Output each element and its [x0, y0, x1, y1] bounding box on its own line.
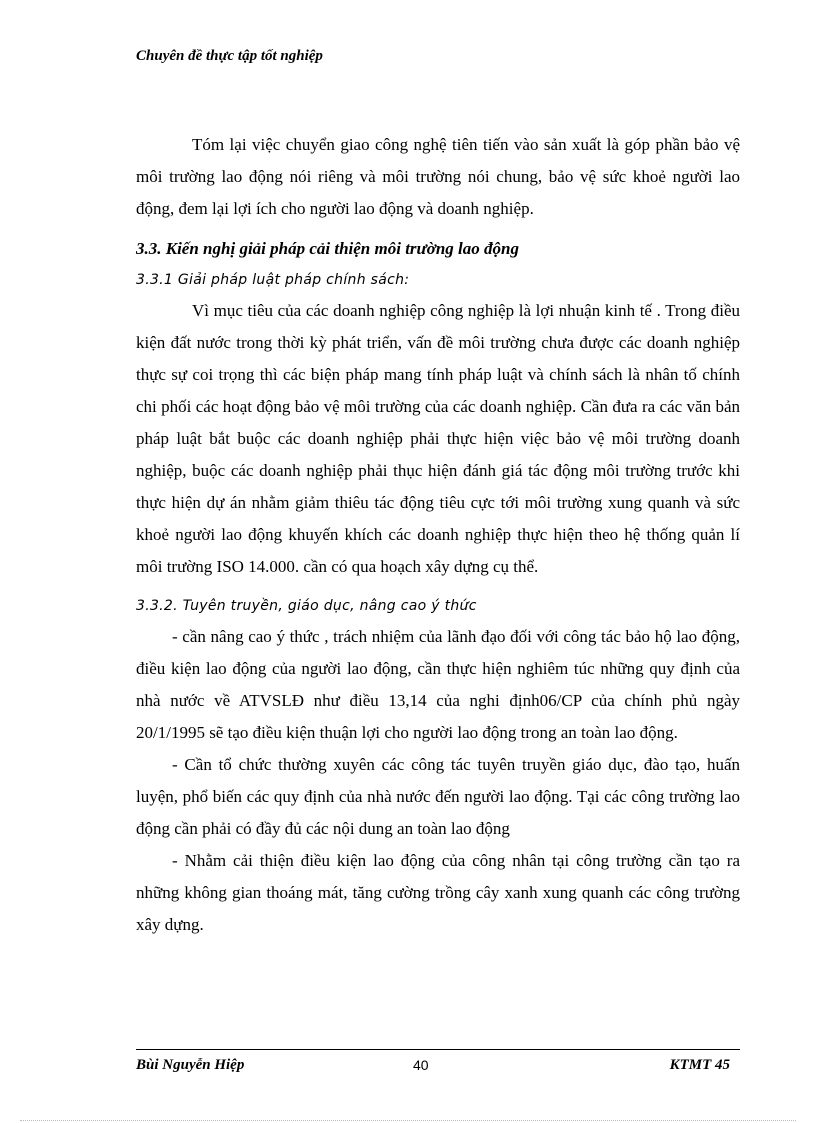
intro-paragraph: Tóm lại việc chuyển giao công nghệ tiên tiến vào sản xuất là góp phần bảo vệ môi trường lao động nói riêng và môi trường nói chung, bảo vệ sức khoẻ người lao động, đem lại lợi ích cho người lao động và doanh nghiệp.	[136, 135, 740, 218]
bullet-paragraph-2: - Cần tổ chức thường xuyên các công tác tuyên truyền giáo dục, đào tạo, huấn luyện, phổ biến các quy định của nhà nước đến người lao động. Tại các công trường lao động cần phải có đầy đủ các nội dung an toàn lao động	[136, 755, 740, 838]
footer-class-code: KTMT 45	[669, 1057, 730, 1073]
main-body	[136, 129, 740, 941]
bullet-paragraph-1: - cần nâng cao ý thức , trách nhiệm của lãnh đạo đối với công tác bảo hộ lao động, điều kiện lao động của người lao động, cần thực hiện nghiêm túc những quy định của nhà nước về ATVSLĐ như điều 13,14 của nghi định06/CP của chính phủ ngày 20/1/1995 sẽ tạo điều kiện thuận lợi cho người lao động trong an toàn lao động.	[136, 627, 740, 742]
subsection-heading-2: 3.3.2. Tuyên truyền, giáo dục, nâng cao ý thức	[136, 598, 477, 614]
policy-paragraph: Vì mục tiêu của các doanh nghiệp công nghiệp là lợi nhuận kinh tế . Trong điều kiện đất nước trong thời kỳ phát triển, vấn đề môi trường chưa được các doanh nghiệp thực sự coi trọng thì các biện pháp mang tính pháp luật và chính sách là nhân tố chính chi phối các hoạt động bảo vệ môi trường của các doanh nghiệp. Cần đưa ra các văn bản pháp luật bắt buộc các doanh nghiệp phải thực hiện việc bảo vệ môi trường doanh nghiệp, buộc các doanh nghiệp phải thục hiện đánh giá tác động môi trường trước khi thực hiện dự án nhằm giảm thiêu tác động tiêu cực tới môi trường xung quanh và sức khoẻ người lao động khuyến khích các doanh nghiệp thực hiện theo hệ thống quản lí môi trường ISO 14.000. cần có qua hoạch xây dựng cụ thể.	[136, 301, 740, 576]
page-number: 40	[413, 1057, 429, 1073]
running-header: Chuyên đề thực tập tốt nghiệp	[136, 48, 323, 64]
page-edge-divider	[20, 1120, 796, 1121]
bullet-paragraph-3: - Nhằm cải thiện điều kiện lao động của công nhân tại công trường cần tạo ra những không gian thoáng mát, tăng cường trồng cây xanh xung quanh các công trường xây dựng.	[136, 851, 740, 934]
section-heading: 3.3. Kiến nghị giải pháp cải thiện môi trường lao động	[136, 239, 519, 258]
subsection-heading-1: 3.3.1 Giải pháp luật pháp chính sách:	[136, 272, 410, 288]
footer-rule	[136, 1049, 740, 1050]
footer-author: Bùi Nguyễn Hiệp	[136, 1057, 245, 1073]
